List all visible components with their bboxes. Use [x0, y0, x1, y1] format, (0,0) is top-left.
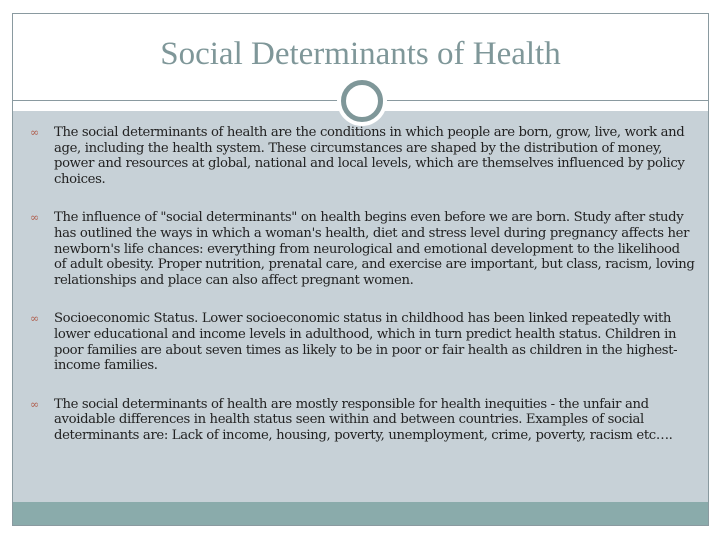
bullet-icon: ∞	[30, 397, 39, 411]
list-item	[30, 397, 695, 444]
slide-title: Social Determinants of Health	[160, 36, 561, 72]
circle-ornament-icon	[341, 80, 383, 122]
bullet-icon: ∞	[30, 211, 39, 225]
bullet-text: The influence of "social determinants" on health begins even before we are born. Study after study has outlined the ways in which a woman's health, diet and stress level during pregnancy affects her newborn's life chances: everything from neurological and emotional development to the likelihood of adult obesity. Proper nutrition, prenatal care, and exercise are important, but class, racism, loving relationships and place can also affect pregnant women.	[54, 210, 695, 288]
list-item	[30, 125, 695, 187]
bullet-text: The social determinants of health are mostly responsible for health inequities - the unfair and avoidable differences in health status seen within and between countries. Examples of social determinants are: Lack of income, housing, poverty, unemployment, crime, poverty, racism etc….	[54, 396, 673, 443]
footer-bar	[13, 502, 708, 525]
bullet-list	[30, 125, 695, 467]
list-item	[30, 210, 695, 288]
bullet-icon: ∞	[30, 126, 39, 139]
bullet-text: Socioeconomic Status. Lower socioeconomic status in childhood has been linked repeatedly with lower educational and income levels in adulthood, which in turn predict health status. Children in poor families are about seven times as likely to be in poor or fair health as children in the highest-income families.	[54, 311, 678, 374]
bullet-text: The social determinants of health are the conditions in which people are born, grow, live, work and age, including the health system. These circumstances are shaped by the distribution of money, power and resources at global, national and local levels, which are themselves influenced by policy choices.	[54, 125, 685, 187]
slide	[12, 13, 709, 526]
bullet-icon: ∞	[30, 312, 39, 326]
list-item	[30, 311, 695, 373]
